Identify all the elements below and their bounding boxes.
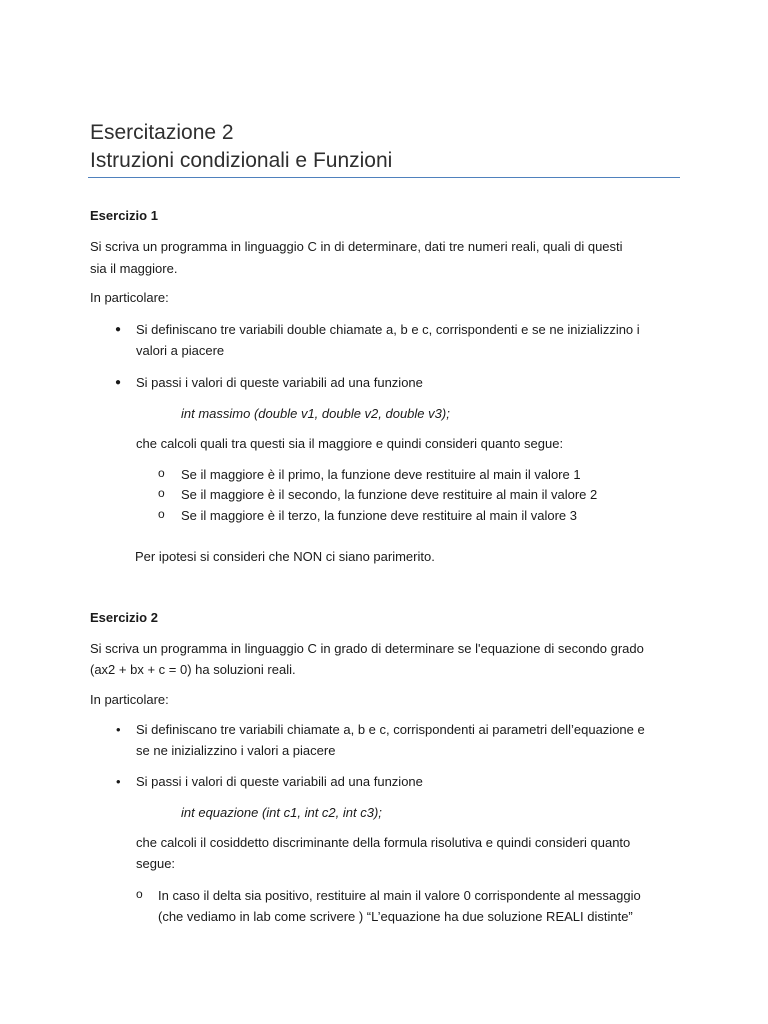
ex1-sub-1: Se il maggiore è il primo, la funzione deve restituire al main il valore 1: [181, 467, 581, 482]
ex1-bullet-2-marker: ●: [115, 377, 122, 388]
ex2-bullet-1-line-1: Si definiscano tre variabili chiamate a, b e c, corrispondenti ai parametri dell’equazione e: [136, 722, 645, 737]
title-line-2: Istruzioni condizionali e Funzioni: [90, 149, 393, 172]
ex1-intro-line-2: sia il maggiore.: [90, 261, 178, 276]
ex1-sub-3: Se il maggiore è il terzo, la funzione deve restituire al main il valore 3: [181, 508, 577, 523]
ex1-bullet-1-marker: ●: [115, 324, 122, 335]
ex2-sub-1-line-1: In caso il delta sia positivo, restituire al main il valore 0 corrispondente al messaggio: [158, 888, 641, 903]
ex1-sub-1-marker: o: [158, 466, 165, 480]
document-title: [90, 119, 680, 175]
ex1-function-signature: int massimo (double v1, double v2, double v3);: [181, 406, 450, 421]
ex2-sub-1-marker: o: [136, 887, 143, 901]
ex2-bullet-1-line-2: se ne inizializzino i valori a piacere: [136, 743, 336, 758]
ex1-intro-line-1: Si scriva un programma in linguaggio C in di determinare, dati tre numeri reali, quali di questi: [90, 239, 623, 254]
ex1-bullet-1-line-1: Si definiscano tre variabili double chiamate a, b e c, corrispondenti e se ne inizializzino i: [136, 322, 640, 337]
ex2-bullet-2-marker: •: [116, 774, 121, 789]
ex2-sub-1-line-2: (che vediamo in lab come scrivere ) “L’equazione ha due soluzione REALI distinte”: [158, 909, 633, 924]
ex1-after-signature: che calcoli quali tra questi sia il maggiore e quindi consideri quanto segue:: [136, 436, 564, 451]
ex2-particolare: In particolare:: [90, 692, 169, 707]
ex1-bullet-1-line-2: valori a piacere: [136, 343, 225, 358]
ex2-bullet-2: Si passi i valori di queste variabili ad una funzione: [136, 774, 423, 789]
ex2-intro-line-2: (ax2 + bx + c = 0) ha soluzioni reali.: [90, 662, 296, 677]
ex1-note: Per ipotesi si consideri che NON ci siano parimerito.: [135, 549, 435, 564]
title-underline: [88, 177, 680, 178]
ex2-bullet-1-marker: •: [116, 722, 121, 737]
ex2-after-signature-line-1: che calcoli il cosiddetto discriminante della formula risolutiva e quindi consideri quanto: [136, 835, 631, 850]
ex2-intro-line-1: Si scriva un programma in linguaggio C in grado di determinare se l'equazione di secondo grado: [90, 641, 644, 656]
title-line-1: Esercitazione 2: [90, 121, 234, 144]
ex1-heading: Esercizio 1: [90, 208, 158, 223]
ex1-particolare: In particolare:: [90, 290, 169, 305]
ex1-sub-3-marker: o: [158, 507, 165, 521]
ex1-sub-2-marker: o: [158, 486, 165, 500]
ex2-heading: Esercizio 2: [90, 610, 158, 625]
ex1-bullet-2: Si passi i valori di queste variabili ad una funzione: [136, 375, 423, 390]
ex1-sub-2: Se il maggiore è il secondo, la funzione deve restituire al main il valore 2: [181, 487, 598, 502]
ex2-function-signature: int equazione (int c1, int c2, int c3);: [181, 805, 382, 820]
ex2-after-signature-line-2: segue:: [136, 856, 176, 871]
